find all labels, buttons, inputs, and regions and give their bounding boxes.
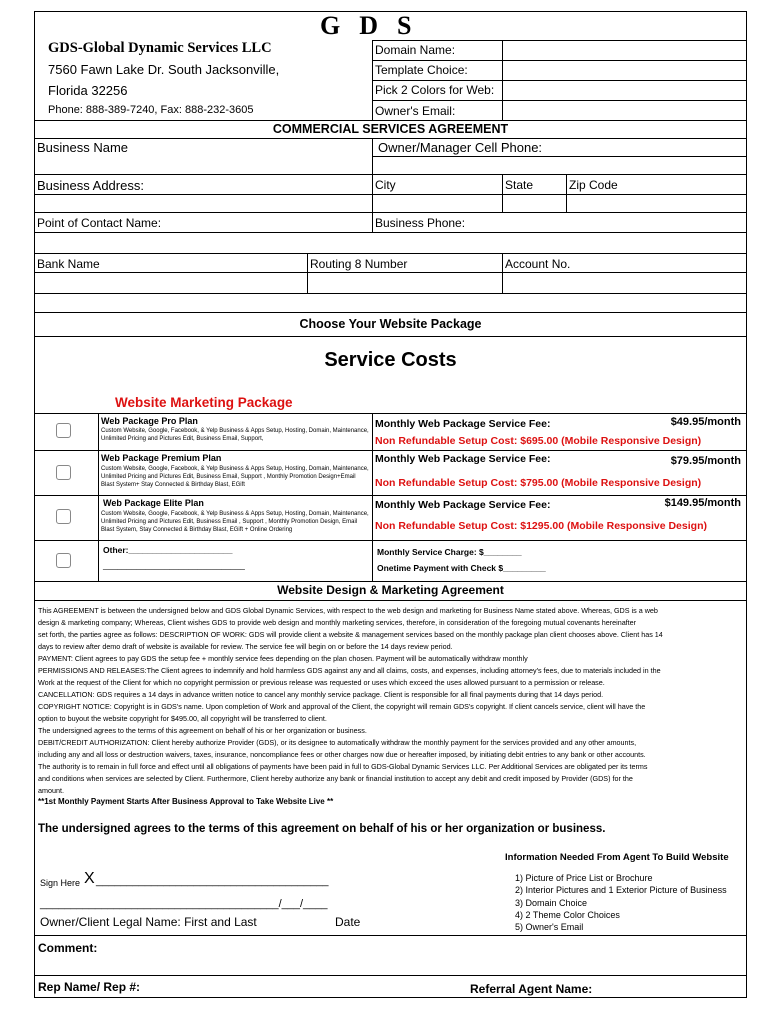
pro-fee: $49.95/month — [670, 416, 741, 428]
other-plan-checkbox[interactable] — [56, 553, 71, 568]
divider — [34, 450, 747, 451]
comment-field[interactable] — [105, 940, 743, 972]
colors-field[interactable] — [505, 82, 743, 98]
divider — [34, 975, 747, 976]
premium-plan-checkbox[interactable] — [56, 465, 71, 480]
divider — [34, 174, 747, 175]
account-field[interactable] — [505, 274, 743, 291]
template-choice-field[interactable] — [505, 62, 743, 78]
legal-line: DEBIT/CREDIT AUTHORIZATION: Client hereby authorize Provider (GDS), or its designee to automatically withdraw the monthly payment for the services provided and any other amounts, — [38, 738, 637, 747]
pro-plan-desc: Custom Website, Google, Facebook, & Yelp Business & Apps Setup, Hosting, Domain, Maintenance, Unlimited Pricing and Pictures Edit, Business Email, Support, — [101, 428, 369, 442]
elite-setup-cost: Non Refundable Setup Cost: $1295.00 (Mobile Responsive Design) — [375, 520, 707, 532]
domain-box-border — [372, 100, 747, 101]
other-label: Other:______________________ — [103, 545, 233, 555]
gds-logo: G D S — [320, 11, 414, 40]
name-date-line[interactable]: _______________________________________/___/____ — [40, 898, 328, 910]
divider — [502, 174, 503, 212]
info-needed-item: 3) Domain Choice — [515, 897, 588, 908]
city-label: City — [375, 178, 396, 192]
company-name: GDS-Global Dynamic Services LLC — [48, 40, 272, 56]
legal-line: COPYRIGHT NOTICE: Copyright is in GDS's name. Upon completion of Work and approval of the Client, the copyright will remain GDS's copyright. If client cancels service, client will have the — [38, 702, 646, 711]
info-needed-title: Information Needed From Agent To Build Website — [505, 852, 729, 863]
legal-line: and conditions when services are selected by Client. Furthermore, Client hereby authorize any bank or financial institution to accept any debit and credit imposed by Provider (GDS) for the — [38, 774, 633, 783]
divider — [34, 336, 747, 337]
premium-fee-label: Monthly Web Package Service Fee: — [375, 453, 551, 465]
comment-label: Comment: — [38, 941, 98, 955]
bank-name-label: Bank Name — [37, 257, 100, 271]
legal-line: This AGREEMENT is between the undersigned below and GDS Global Dynamic Services, with respect to the web design and marketing for Business Name stated above. Whereas, GDS is a web — [38, 606, 658, 615]
routing-field[interactable] — [310, 274, 498, 291]
city-field[interactable] — [375, 196, 499, 211]
state-label: State — [505, 178, 534, 192]
info-needed-item: 4) 2 Theme Color Choices — [515, 909, 620, 920]
domain-name-label: Domain Name: — [375, 43, 456, 57]
premium-fee: $79.95/month — [670, 455, 741, 467]
legal-line: Work at the request of the Client for which no copyright permission or previous release was requested or uses which exceed the uses allowed pursuant to a permission or release. — [38, 678, 605, 687]
address-line-1: 7560 Fawn Lake Dr. South Jacksonville, — [48, 62, 280, 77]
bank-name-field[interactable] — [37, 274, 303, 291]
divider — [34, 138, 747, 139]
divider — [34, 312, 747, 313]
divider — [34, 540, 747, 541]
domain-name-field[interactable] — [505, 42, 743, 58]
first-payment-note: **1st Monthly Payment Starts After Business Approval to Take Website Live ** — [38, 797, 334, 806]
premium-plan-name: Web Package Premium Plan — [101, 453, 222, 463]
legal-name-label: Owner/Client Legal Name: First and Last — [40, 915, 257, 929]
domain-box-border — [372, 60, 747, 61]
divider — [372, 212, 373, 232]
info-needed-item: 5) Owner's Email — [515, 922, 584, 933]
divider — [34, 293, 747, 294]
legal-line: including any and all loss or destruction waivers, taxes, insurance, noncompliance fees or other charges now due or hereafter imposed, by initiating debit entries to any bank or other accounts. — [38, 750, 646, 759]
divider — [502, 253, 503, 293]
agreement-title: COMMERCIAL SERVICES AGREEMENT — [272, 122, 509, 136]
divider — [34, 935, 747, 936]
domain-box-border — [372, 80, 747, 81]
rep-label: Rep Name/ Rep #: — [38, 980, 141, 994]
legal-line: The authority is to remain in full force and effect until all obligations of payments have been paid in full to GDS-Global Dynamic Services LLC. Per Additional Services are obligated per its terms — [38, 762, 648, 771]
marketing-package-title — [115, 395, 293, 410]
divider — [34, 232, 747, 233]
legal-line: amount. — [38, 786, 64, 795]
divider — [34, 272, 747, 273]
pro-plan-name: Web Package Pro Plan — [101, 416, 198, 426]
divider — [307, 253, 308, 293]
divider — [372, 413, 373, 581]
date-label: Date — [335, 915, 361, 929]
owner-cell-label: Owner/Manager Cell Phone: — [378, 140, 543, 155]
other-line: ______________________________ — [103, 560, 245, 570]
signature-line[interactable]: ______________________________________ — [96, 875, 329, 887]
routing-label: Routing 8 Number — [310, 257, 408, 271]
info-needed-list — [515, 872, 727, 933]
pro-fee-label: Monthly Web Package Service Fee: — [375, 418, 551, 430]
divider — [372, 156, 747, 157]
contact-name-label: Point of Contact Name: — [37, 216, 162, 230]
divider — [34, 120, 747, 121]
onetime-payment: Onetime Payment with Check $_________ — [377, 563, 546, 573]
phone-fax: Phone: 888-389-7240, Fax: 888-232-3605 — [48, 104, 254, 116]
elite-plan-name: Web Package Elite Plan — [103, 498, 204, 508]
premium-setup-cost: Non Refundable Setup Cost: $795.00 (Mobile Responsive Design) — [375, 477, 702, 489]
pro-setup-cost: Non Refundable Setup Cost: $695.00 (Mobile Responsive Design) — [375, 435, 702, 447]
legal-line: design & marketing company; Whereas, Client wishes GDS to provide web design and monthly marketing services, therefore, in consideration of the foregoing mutual covenants hereinafter — [38, 618, 637, 627]
x-mark: X — [84, 870, 95, 887]
info-needed-item: 2) Interior Pictures and 1 Exterior Picture of Business — [515, 885, 727, 896]
legal-line: PAYMENT: Client agrees to pay GDS the setup fee + monthly service fees depending on the plan chosen. Payment will be automatically withdraw monthly — [38, 654, 528, 663]
marketing-package-title-text: Website Marketing Package — [115, 395, 293, 410]
contact-details-field[interactable] — [37, 234, 743, 251]
divider — [34, 194, 747, 195]
divider — [34, 600, 747, 601]
business-address-label: Business Address: — [37, 178, 144, 193]
legal-line: option to buyout the website copyright for $495.00, all copyright will be transferred to client. — [38, 714, 327, 723]
divider — [34, 495, 747, 496]
legal-text — [38, 605, 744, 797]
business-name-label: Business Name — [37, 140, 129, 155]
template-choice-label: Template Choice: — [375, 63, 468, 77]
sign-here-label: Sign Here — [40, 878, 81, 888]
address-line-2: Florida 32256 — [48, 83, 128, 98]
referral-label: Referral Agent Name: — [470, 982, 593, 996]
state-field[interactable] — [505, 196, 563, 211]
business-name-field[interactable] — [37, 157, 367, 173]
domain-box-border — [372, 40, 747, 41]
divider — [34, 253, 747, 254]
package-heading: Choose Your Website Package — [299, 317, 482, 331]
divider — [34, 212, 747, 213]
elite-fee-label: Monthly Web Package Service Fee: — [375, 499, 551, 511]
info-needed-item: 1) Picture of Price List or Brochure — [515, 873, 653, 883]
zip-label: Zip Code — [569, 178, 618, 192]
pro-plan-checkbox[interactable] — [56, 423, 71, 438]
divider — [98, 413, 99, 581]
owner-email-label: Owner's Email: — [375, 104, 456, 118]
design-agreement-title: Website Design & Marketing Agreement — [277, 583, 504, 597]
divider — [34, 413, 747, 414]
divider — [566, 174, 567, 212]
legal-line: The undersigned agrees to the terms of this agreement on behalf of his or her organization or business. — [38, 726, 367, 735]
divider — [372, 174, 373, 212]
divider — [34, 581, 747, 582]
zip-field[interactable] — [569, 196, 743, 211]
business-address-field[interactable] — [37, 196, 367, 211]
legal-line: CANCELLATION: GDS requires a 14 days in advance written notice to cancel any monthly service package. Client is responsible for all final payments during that 14 days period. — [38, 690, 604, 699]
monthly-charge: Monthly Service Charge: $________ — [377, 547, 522, 557]
owner-cell-field[interactable] — [376, 158, 742, 173]
premium-plan-desc: Custom Website, Google, Facebook, & Yelp Business & Apps Setup, Hosting, Domain, Maintenance, Unlimited Pricing and Pictures Edit, Business Email, Support , Monthly Promotion Design+Email Blast System+ Stay Connected & Birthday Blast, EGift — [101, 466, 369, 488]
undersigned-statement: The undersigned agrees to the terms of this agreement on behalf of his or her organization or business. — [38, 823, 606, 835]
legal-line: set forth, the parties agree as follows: DESCRIPTION OF WORK: GDS will provide client a website & management services based on the monthly package plan client chooses above. Client has 14 — [38, 630, 663, 639]
colors-label: Pick 2 Colors for Web: — [375, 83, 495, 97]
service-costs-title: Service Costs — [324, 349, 457, 371]
elite-fee: $149.95/month — [664, 497, 741, 509]
owner-email-field[interactable] — [505, 102, 743, 118]
legal-line: days to review after demo draft of website is available for review. The service fee will begin on or before the 14 days review period. — [38, 642, 453, 651]
business-phone-label: Business Phone: — [375, 216, 466, 230]
legal-line: PERMISSIONS AND RELEASES:The Client agrees to indemnify and hold harmless GDS against any and all claims, costs, and expenses, including attorney's fees, due to materials included in the — [38, 666, 661, 675]
elite-plan-checkbox[interactable] — [56, 509, 71, 524]
elite-plan-desc: Custom Website, Google, Facebook, & Yelp Business & Apps Setup, Hosting, Domain, Maintenance, Unlimited Pricing and Pictures Edit, Business Email , Support , Monthly Promotion Design, Email Blast System, Stay Connected & Birthday Blast, EGift + Online Ordering — [101, 511, 369, 533]
account-label: Account No. — [505, 257, 571, 271]
